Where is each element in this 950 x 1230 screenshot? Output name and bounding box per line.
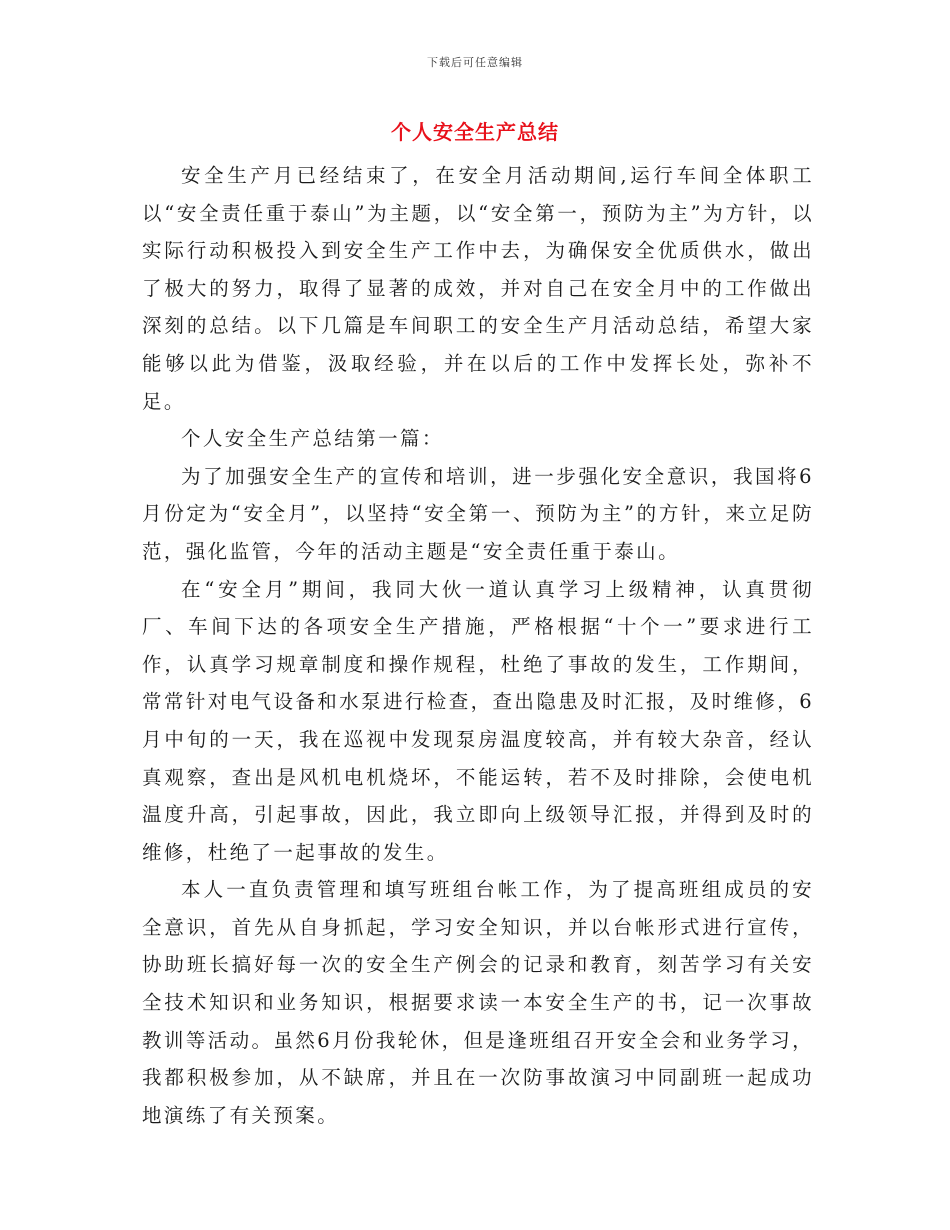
body-paragraph: 在“安全月”期间，我同大伙一道认真学习上级精神，认真贯彻厂、车间下达的各项安全生产措施，严格根据“十个一”要求进行工作，认真学习规章制度和操作规程，杜绝了事故的发生，工作期间，常常针对电气设备和水泵进行检查，查出隐患及时汇报，及时维修，6月中旬的一天，我在巡视中发现泵房温度较高，并有较大杂音，经认真观察，查出是风机电机烧坏，不能运转，若不及时排除，会使电机温度升高，引起事故，因此，我立即向上级领导汇报，并得到及时的维修，杜绝了一起事故的发生。 [142,577,814,864]
document-title: 个人安全生产总结 [391,120,559,144]
body-paragraph: 为了加强安全生产的宣传和培训，进一步强化安全意识，我国将6月份定为“安全月”，以坚持“安全第一、预防为主”的方针，来立足防范，强化监管，今年的活动主题是“安全责任重于泰山。 [142,464,814,563]
header-note: 下载后可任意编辑 [427,56,523,69]
document-body [142,157,814,1134]
section-heading: 个人安全生产总结第一篇： [181,427,444,451]
body-paragraph: 本人一直负责管理和填写班组台帐工作，为了提高班组成员的安全意识，首先从自身抓起，学习安全知识，并以台帐形式进行宣传，协助班长搞好每一次的安全生产例会的记录和教育，刻苦学习有关安全技术知识和业务知识，根据要求读一本安全生产的书，记一次事故教训等活动。虽然6月份我轮休，但是逢班组召开安全会和业务学习，我都积极参加，从不缺席，并且在一次防事故演习中同副班一起成功地演练了有关预案。 [142,878,814,1127]
intro-paragraph: 安全生产月已经结束了，在安全月活动期间,运行车间全体职工以“安全责任重于泰山”为主题，以“安全第一，预防为主”为方针，以实际行动积极投入到安全生产工作中去，为确保安全优质供水，做出了极大的努力，取得了显著的成效，并对自己在安全月中的工作做出深刻的总结。以下几篇是车间职工的安全生产月活动总结，希望大家能够以此为借鉴，汲取经验，并在以后的工作中发挥长处，弥补不足。 [142,164,814,413]
